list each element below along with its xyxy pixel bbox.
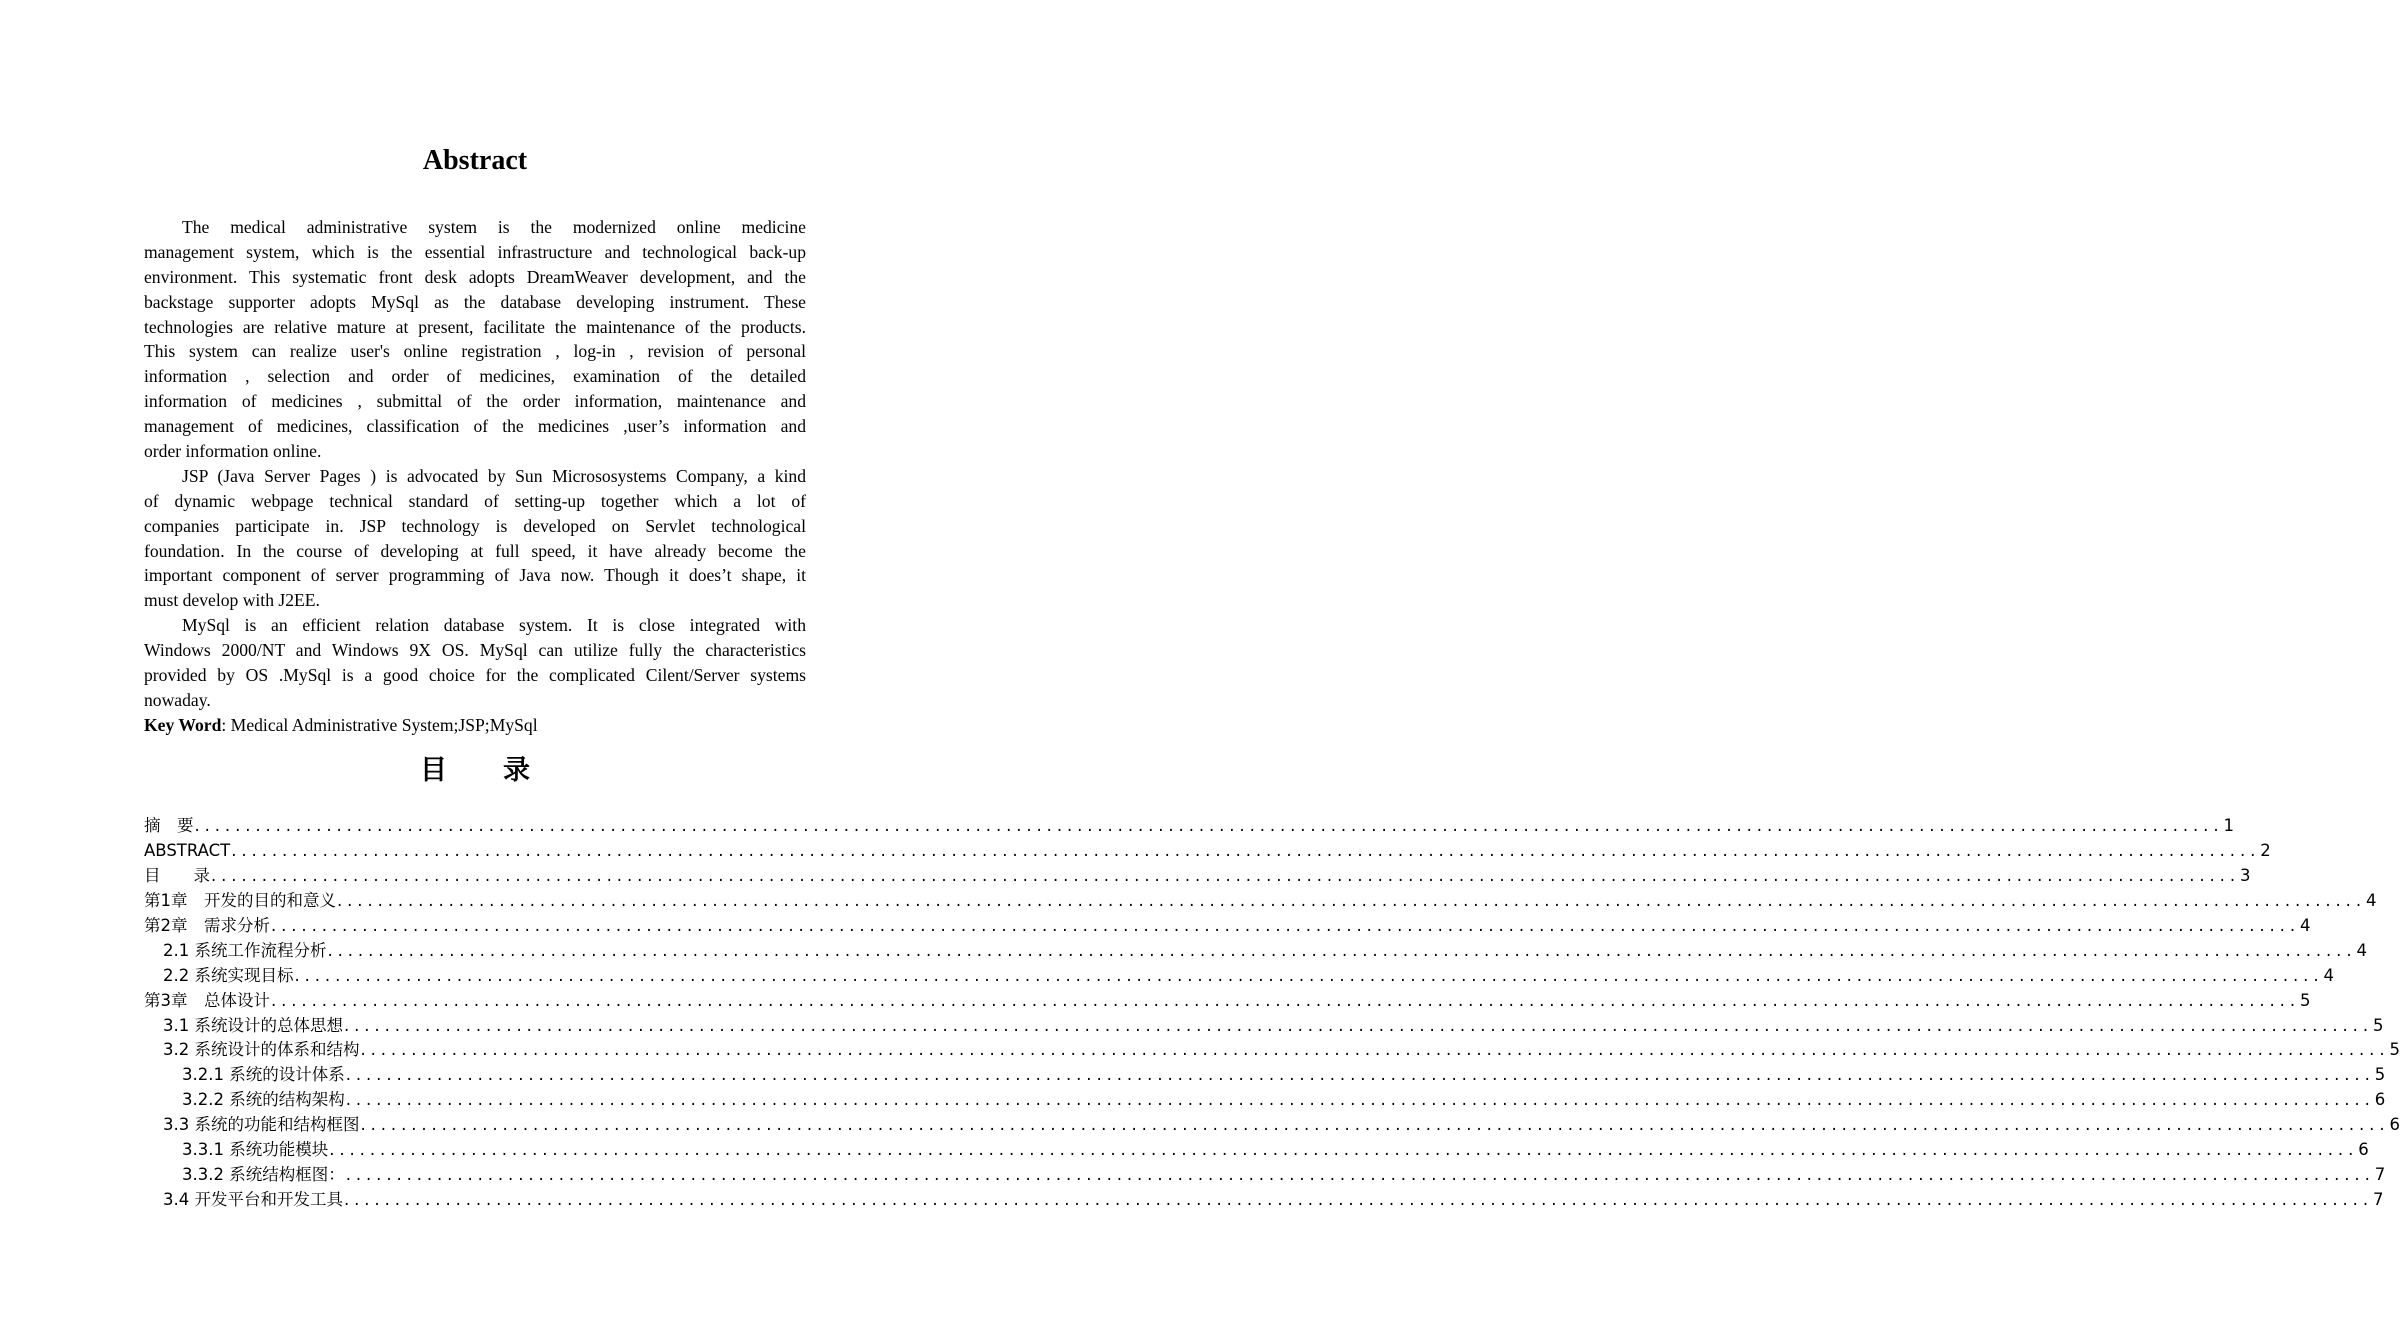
toc-dot-leader: ........................................................................................................................................................................................................ — [345, 1065, 2375, 1085]
keywords — [144, 713, 806, 738]
toc-entry-page: 5 — [2299, 990, 2311, 1010]
toc-entry[interactable] — [144, 1138, 2369, 1163]
abstract-line: MySql is an efficient relation database system. It is close integrated with — [182, 615, 806, 636]
toc-entry[interactable] — [144, 1113, 2400, 1138]
toc-entry[interactable] — [144, 939, 2367, 964]
toc-entry[interactable] — [144, 839, 2271, 864]
toc-entry-page: 4 — [2365, 890, 2377, 910]
toc-entry-label: 3.2.1 系统的设计体系 — [182, 1065, 345, 1085]
toc-dot-leader: ........................................................................................................................................................................................................ — [337, 890, 2366, 910]
abstract-line: important component of server programming of Java now. Though it does’t shape, it — [144, 565, 806, 586]
keywords-label: Key Word — [144, 714, 222, 735]
toc-entry-page: 2 — [2260, 840, 2271, 860]
abstract-line: nowaday. — [144, 689, 211, 710]
toc-entry-page: 6 — [2374, 1090, 2386, 1110]
abstract-line: of dynamic webpage technical standard of setting-up together which a lot of — [144, 490, 806, 511]
toc-entry[interactable] — [144, 914, 2311, 939]
toc-entry[interactable] — [144, 1163, 2386, 1188]
abstract-line: JSP (Java Server Pages ) is advocated by Sun Micrososystems Company, a kind — [182, 465, 806, 486]
toc-entry-page: 7 — [2372, 1190, 2384, 1210]
toc-entry-label: 摘 要 — [144, 816, 194, 835]
toc-entry-label: 2.1 系统工作流程分析 — [163, 940, 327, 960]
toc-dot-leader: ........................................................................................................................................................................................................ — [345, 1090, 2375, 1110]
abstract-line: provided by OS .MySql is a good choice for the complicated Cilent/Server systems — [144, 665, 806, 686]
toc-entry-label: 3.2.2 系统的结构架构 — [182, 1090, 345, 1110]
toc-entry-page: 4 — [2323, 965, 2334, 985]
abstract-line: foundation. In the course of developing at full speed, it have already become the — [144, 540, 806, 561]
toc-entry-page: 7 — [2374, 1165, 2386, 1185]
abstract-line: must develop with J2EE. — [144, 590, 320, 611]
toc-entry-label: 3.4 开发平台和开发工具 — [163, 1190, 343, 1210]
abstract-line: information , selection and order of medicines, examination of the detailed — [144, 366, 806, 387]
toc-entry-label: 第3章 总体设计 — [144, 990, 270, 1010]
toc-dot-leader: ........................................................................................................................................................................................................ — [344, 1190, 2373, 1210]
toc-dot-leader: ........................................................................................................................................................................................................ — [345, 1165, 2375, 1185]
abstract-line: This system can realize user's online registration , log-in , revision of personal — [144, 341, 806, 362]
abstract-line: technologies are relative mature at present, facilitate the maintenance of the products. — [144, 316, 806, 337]
toc-entry-label: 第2章 需求分析 — [144, 915, 270, 935]
toc-entry[interactable] — [144, 814, 2234, 839]
toc-entry[interactable] — [144, 989, 2311, 1014]
toc-dot-leader: ........................................................................................................................................................................................................ — [344, 1015, 2373, 1035]
toc-dot-leader: ........................................................................................................................................................................................................ — [194, 816, 2224, 835]
toc-title: 目录 — [420, 755, 586, 786]
abstract-line: The medical administrative system is the modernized online medicine — [182, 217, 806, 237]
abstract-line: backstage supporter adopts MySql as the database developing instrument. These — [144, 291, 806, 312]
toc-dot-leader: ........................................................................................................................................................................................................ — [271, 990, 2300, 1010]
toc-entry-page: 1 — [2223, 816, 2234, 835]
toc-entry-page: 6 — [2358, 1140, 2369, 1160]
toc-entry[interactable] — [144, 889, 2377, 914]
abstract-line: management system, which is the essential infrastructure and technological back-up — [144, 241, 806, 262]
abstract-line: companies participate in. JSP technology is developed on Servlet technological — [144, 515, 806, 536]
toc-dot-leader: ........................................................................................................................................................................................................ — [327, 940, 2357, 960]
toc-entry[interactable] — [144, 1063, 2386, 1088]
toc-entry-label: 2.2 系统实现目标 — [163, 965, 294, 985]
toc-dot-leader: ........................................................................................................................................................................................................ — [271, 915, 2300, 935]
toc-entry-page: 3 — [2239, 865, 2251, 885]
toc-entry-page: 5 — [2374, 1065, 2386, 1085]
toc-entry[interactable] — [144, 1038, 2400, 1063]
toc-entry-label: 目 录 — [144, 865, 210, 885]
toc-entry-label: 3.2 系统设计的体系和结构 — [163, 1040, 360, 1060]
toc-entry-label: 3.1 系统设计的总体思想 — [163, 1015, 343, 1035]
abstract-line: management of medicines, classification of the medicines ,user’s information and — [144, 416, 806, 437]
toc-entry-page: 4 — [2299, 915, 2311, 935]
toc-entry-label: 第1章 开发的目的和意义 — [144, 890, 336, 910]
keywords-text: : Medical Administrative System;JSP;MySql — [221, 714, 538, 735]
abstract-line: Windows 2000/NT and Windows 9X OS. MySql can utilize fully the characteristics — [144, 640, 806, 661]
toc-dot-leader: ........................................................................................................................................................................................................ — [329, 1140, 2359, 1160]
abstract-line: environment. This systematic front desk adopts DreamWeaver development, and the — [144, 266, 806, 287]
toc-entry[interactable] — [144, 1014, 2384, 1039]
abstract-line: information of medicines , submittal of the order information, maintenance and — [144, 391, 806, 412]
toc-entry-page: 6 — [2389, 1115, 2400, 1135]
toc-entry-label: 3.3.2 系统结构框图： — [182, 1165, 345, 1185]
toc-entry[interactable] — [144, 864, 2251, 889]
toc-entry[interactable] — [144, 964, 2334, 989]
table-of-contents — [144, 814, 2400, 1213]
toc-dot-leader: ........................................................................................................................................................................................................ — [211, 865, 2240, 885]
toc-entry-label: 3.3 系统的功能和结构框图 — [163, 1115, 360, 1135]
abstract-body — [144, 215, 806, 738]
toc-dot-leader: ........................................................................................................................................................................................................ — [294, 965, 2324, 985]
toc-entry-label: 3.3.1 系统功能模块 — [182, 1140, 329, 1160]
toc-entry[interactable] — [144, 1188, 2384, 1213]
toc-entry[interactable] — [144, 1088, 2386, 1113]
toc-entry-page: 4 — [2356, 940, 2367, 960]
abstract-line: order information online. — [144, 441, 322, 462]
toc-dot-leader: ........................................................................................................................................................................................................ — [360, 1040, 2390, 1060]
abstract-title: Abstract — [422, 145, 528, 176]
toc-entry-page: 5 — [2389, 1040, 2400, 1060]
toc-entry-label: ABSTRACT — [144, 840, 231, 860]
toc-entry-page: 5 — [2372, 1015, 2384, 1035]
toc-dot-leader: ........................................................................................................................................................................................................ — [360, 1115, 2390, 1135]
toc-dot-leader: ........................................................................................................................................................................................................ — [231, 840, 2261, 860]
